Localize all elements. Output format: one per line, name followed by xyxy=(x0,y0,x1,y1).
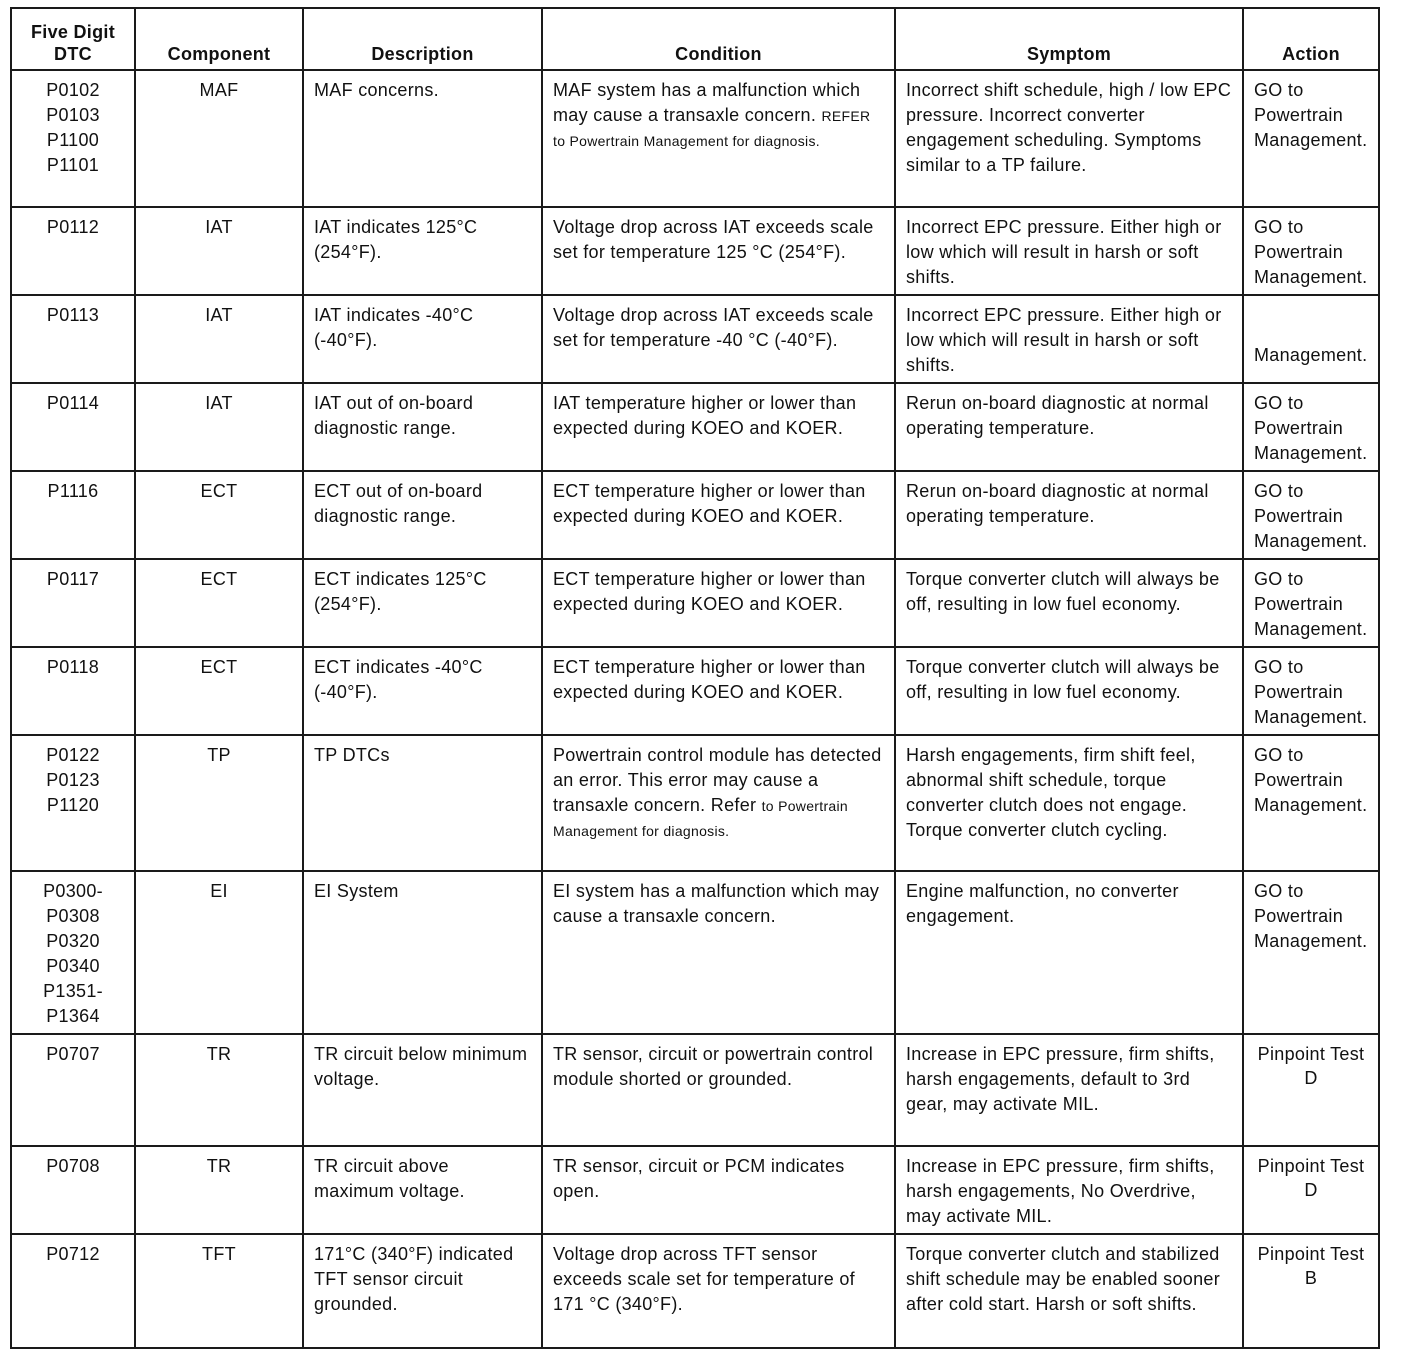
dtc-code-cell xyxy=(11,1146,135,1234)
action-text: Pinpoint Test D xyxy=(1257,1156,1365,1200)
condition-cell xyxy=(542,1034,895,1146)
symptom-cell: Torque converter clutch and stabilized shift schedule may be enabled sooner after cold start. Harsh or soft shifts. xyxy=(895,1234,1243,1348)
header-condition: Condition xyxy=(542,8,895,70)
dtc-code: P0712 xyxy=(46,1244,100,1264)
component-cell: TR xyxy=(135,1146,303,1234)
condition-cell xyxy=(542,70,895,207)
symptom-cell: Increase in EPC pressure, firm shifts, harsh engagements, default to 3rd gear, may activate MIL. xyxy=(895,1034,1243,1146)
symptom-cell: Torque converter clutch will always be off, resulting in low fuel economy. xyxy=(895,647,1243,735)
symptom-cell: Engine malfunction, no converter engagement. xyxy=(895,871,1243,1034)
symptom-cell: Incorrect shift schedule, high / low EPC pressure. Incorrect converter engagement scheduling. Symptoms similar to a TP failure. xyxy=(895,70,1243,207)
dtc-code: P0103 xyxy=(46,105,100,125)
header-dtc: Five Digit DTC xyxy=(11,8,135,70)
symptom-cell: Incorrect EPC pressure. Either high or low which will result in harsh or soft shifts. xyxy=(895,207,1243,295)
action-cell xyxy=(1243,1034,1379,1146)
dtc-code: P0113 xyxy=(46,305,100,325)
condition-text: ECT temperature higher or lower than expected during KOEO and KOER. xyxy=(553,569,866,614)
dtc-table-sheet xyxy=(10,7,1378,1349)
description-cell: ECT indicates -40°C (-40°F). xyxy=(303,647,542,735)
condition-text: Voltage drop across IAT exceeds scale set for temperature 125 °C (254°F). xyxy=(553,217,874,262)
condition-cell xyxy=(542,1234,895,1348)
condition-text: TR sensor, circuit or PCM indicates open. xyxy=(553,1156,845,1201)
description-cell: IAT out of on-board diagnostic range. xyxy=(303,383,542,471)
action-text: GO to Powertrain Management. xyxy=(1254,217,1368,287)
component-cell: TP xyxy=(135,735,303,871)
action-text: GO to Powertrain Management. xyxy=(1254,569,1368,639)
symptom-cell: Rerun on-board diagnostic at normal operating temperature. xyxy=(895,471,1243,559)
condition-note: to Powertrain Management for diagnosis. xyxy=(553,798,848,839)
dtc-code: P0308 xyxy=(46,906,100,926)
action-text: GO to Powertrain Management. xyxy=(1254,80,1368,150)
table-row xyxy=(11,1146,1379,1234)
symptom-cell: Incorrect EPC pressure. Either high or low which will result in harsh or soft shifts. xyxy=(895,295,1243,383)
dtc-code: P0114 xyxy=(46,393,100,413)
action-text: Pinpoint Test D xyxy=(1257,1044,1365,1088)
dtc-code: P1364 xyxy=(46,1006,100,1026)
condition-cell xyxy=(542,647,895,735)
table-row xyxy=(11,1234,1379,1348)
dtc-code: P0300- xyxy=(43,881,103,901)
component-cell: ECT xyxy=(135,471,303,559)
action-cell xyxy=(1243,383,1379,471)
action-text: Pinpoint Test B xyxy=(1257,1244,1365,1288)
dtc-code-cell xyxy=(11,70,135,207)
description-cell: 171°C (340°F) indicated TFT sensor circuit grounded. xyxy=(303,1234,542,1348)
action-cell xyxy=(1243,295,1379,383)
component-cell: ECT xyxy=(135,559,303,647)
symptom-cell: Harsh engagements, firm shift feel, abnormal shift schedule, torque converter clutch does not engage. Torque converter clutch cycling. xyxy=(895,735,1243,871)
condition-text: TR sensor, circuit or powertrain control module shorted or grounded. xyxy=(553,1044,874,1089)
table-row xyxy=(11,383,1379,471)
component-cell: IAT xyxy=(135,295,303,383)
symptom-cell: Rerun on-board diagnostic at normal operating temperature. xyxy=(895,383,1243,471)
condition-text: Voltage drop across TFT sensor exceeds scale set for temperature of 171 °C (340°F). xyxy=(553,1244,855,1314)
dtc-code: P1116 xyxy=(47,481,99,501)
action-cell xyxy=(1243,559,1379,647)
dtc-code: P1351- xyxy=(43,981,103,1001)
dtc-code: P0320 xyxy=(46,931,100,951)
action-text: GO to Powertrain Management. xyxy=(1254,393,1368,463)
dtc-table xyxy=(10,7,1380,1349)
description-cell: IAT indicates -40°C (-40°F). xyxy=(303,295,542,383)
action-text: GO to Powertrain Management. xyxy=(1254,481,1368,551)
description-cell: MAF concerns. xyxy=(303,70,542,207)
dtc-code: P0117 xyxy=(46,569,100,589)
condition-text: Voltage drop across IAT exceeds scale set for temperature -40 °C (-40°F). xyxy=(553,305,874,350)
condition-cell xyxy=(542,1146,895,1234)
dtc-code: P0707 xyxy=(46,1044,100,1064)
description-cell: ECT indicates 125°C (254°F). xyxy=(303,559,542,647)
dtc-code: P0340 xyxy=(46,956,100,976)
table-row xyxy=(11,471,1379,559)
dtc-code-cell xyxy=(11,647,135,735)
condition-note: REFER to Powertrain Management for diagnosis. xyxy=(553,108,871,149)
condition-text: IAT temperature higher or lower than expected during KOEO and KOER. xyxy=(553,393,857,438)
action-cell xyxy=(1243,647,1379,735)
dtc-code: P0112 xyxy=(46,217,100,237)
dtc-code: P1101 xyxy=(46,155,100,175)
table-row xyxy=(11,1034,1379,1146)
dtc-code-cell xyxy=(11,1034,135,1146)
table-row xyxy=(11,559,1379,647)
action-text: Management. xyxy=(1254,345,1368,365)
component-cell: MAF xyxy=(135,70,303,207)
action-cell xyxy=(1243,1234,1379,1348)
dtc-code-cell xyxy=(11,559,135,647)
dtc-code: P0118 xyxy=(46,657,100,677)
condition-text: EI system has a malfunction which may cause a transaxle concern. xyxy=(553,881,880,926)
condition-cell xyxy=(542,207,895,295)
action-cell xyxy=(1243,1146,1379,1234)
header-component: Component xyxy=(135,8,303,70)
condition-text: ECT temperature higher or lower than expected during KOEO and KOER. xyxy=(553,657,866,702)
dtc-code-cell xyxy=(11,383,135,471)
dtc-code: P0102 xyxy=(46,80,100,100)
table-row xyxy=(11,207,1379,295)
table-row xyxy=(11,647,1379,735)
table-row xyxy=(11,70,1379,207)
action-cell xyxy=(1243,735,1379,871)
dtc-code: P1120 xyxy=(46,795,100,815)
action-cell xyxy=(1243,471,1379,559)
dtc-code: P0122 xyxy=(46,745,100,765)
component-cell: EI xyxy=(135,871,303,1034)
condition-cell xyxy=(542,559,895,647)
action-cell xyxy=(1243,70,1379,207)
condition-cell xyxy=(542,383,895,471)
condition-text: MAF system has a malfunction which may cause a transaxle concern. xyxy=(553,80,861,125)
action-text: GO to Powertrain Management. xyxy=(1254,745,1368,815)
component-cell: ECT xyxy=(135,647,303,735)
action-spacer xyxy=(1254,303,1368,343)
action-cell xyxy=(1243,871,1379,1034)
condition-text: Powertrain control module has detected an error. This error may cause a transaxle concern. Refer xyxy=(553,745,882,815)
dtc-code-cell xyxy=(11,735,135,871)
description-cell: TP DTCs xyxy=(303,735,542,871)
description-cell: ECT out of on-board diagnostic range. xyxy=(303,471,542,559)
header-description: Description xyxy=(303,8,542,70)
condition-text: ECT temperature higher or lower than expected during KOEO and KOER. xyxy=(553,481,866,526)
symptom-cell: Torque converter clutch will always be off, resulting in low fuel economy. xyxy=(895,559,1243,647)
component-cell: IAT xyxy=(135,383,303,471)
description-cell: IAT indicates 125°C (254°F). xyxy=(303,207,542,295)
dtc-code-cell xyxy=(11,1234,135,1348)
table-row xyxy=(11,871,1379,1034)
dtc-code: P0708 xyxy=(46,1156,100,1176)
dtc-code-cell xyxy=(11,871,135,1034)
dtc-code: P0123 xyxy=(46,770,100,790)
action-cell xyxy=(1243,207,1379,295)
description-cell: EI System xyxy=(303,871,542,1034)
table-row xyxy=(11,735,1379,871)
header-action: Action xyxy=(1243,8,1379,70)
description-cell: TR circuit above maximum voltage. xyxy=(303,1146,542,1234)
component-cell: TFT xyxy=(135,1234,303,1348)
component-cell: TR xyxy=(135,1034,303,1146)
table-row xyxy=(11,295,1379,383)
symptom-cell: Increase in EPC pressure, firm shifts, harsh engagements, No Overdrive, may activate MIL. xyxy=(895,1146,1243,1234)
component-cell: IAT xyxy=(135,207,303,295)
description-cell: TR circuit below minimum voltage. xyxy=(303,1034,542,1146)
table-header-row xyxy=(11,8,1379,70)
condition-cell xyxy=(542,471,895,559)
dtc-code-cell xyxy=(11,471,135,559)
condition-cell xyxy=(542,295,895,383)
dtc-table-body xyxy=(11,70,1379,1348)
condition-cell xyxy=(542,871,895,1034)
condition-cell xyxy=(542,735,895,871)
dtc-code-cell xyxy=(11,295,135,383)
action-text: GO to Powertrain Management. xyxy=(1254,657,1368,727)
dtc-code-cell xyxy=(11,207,135,295)
dtc-code: P1100 xyxy=(46,130,100,150)
header-symptom: Symptom xyxy=(895,8,1243,70)
action-text: GO to Powertrain Management. xyxy=(1254,881,1368,951)
